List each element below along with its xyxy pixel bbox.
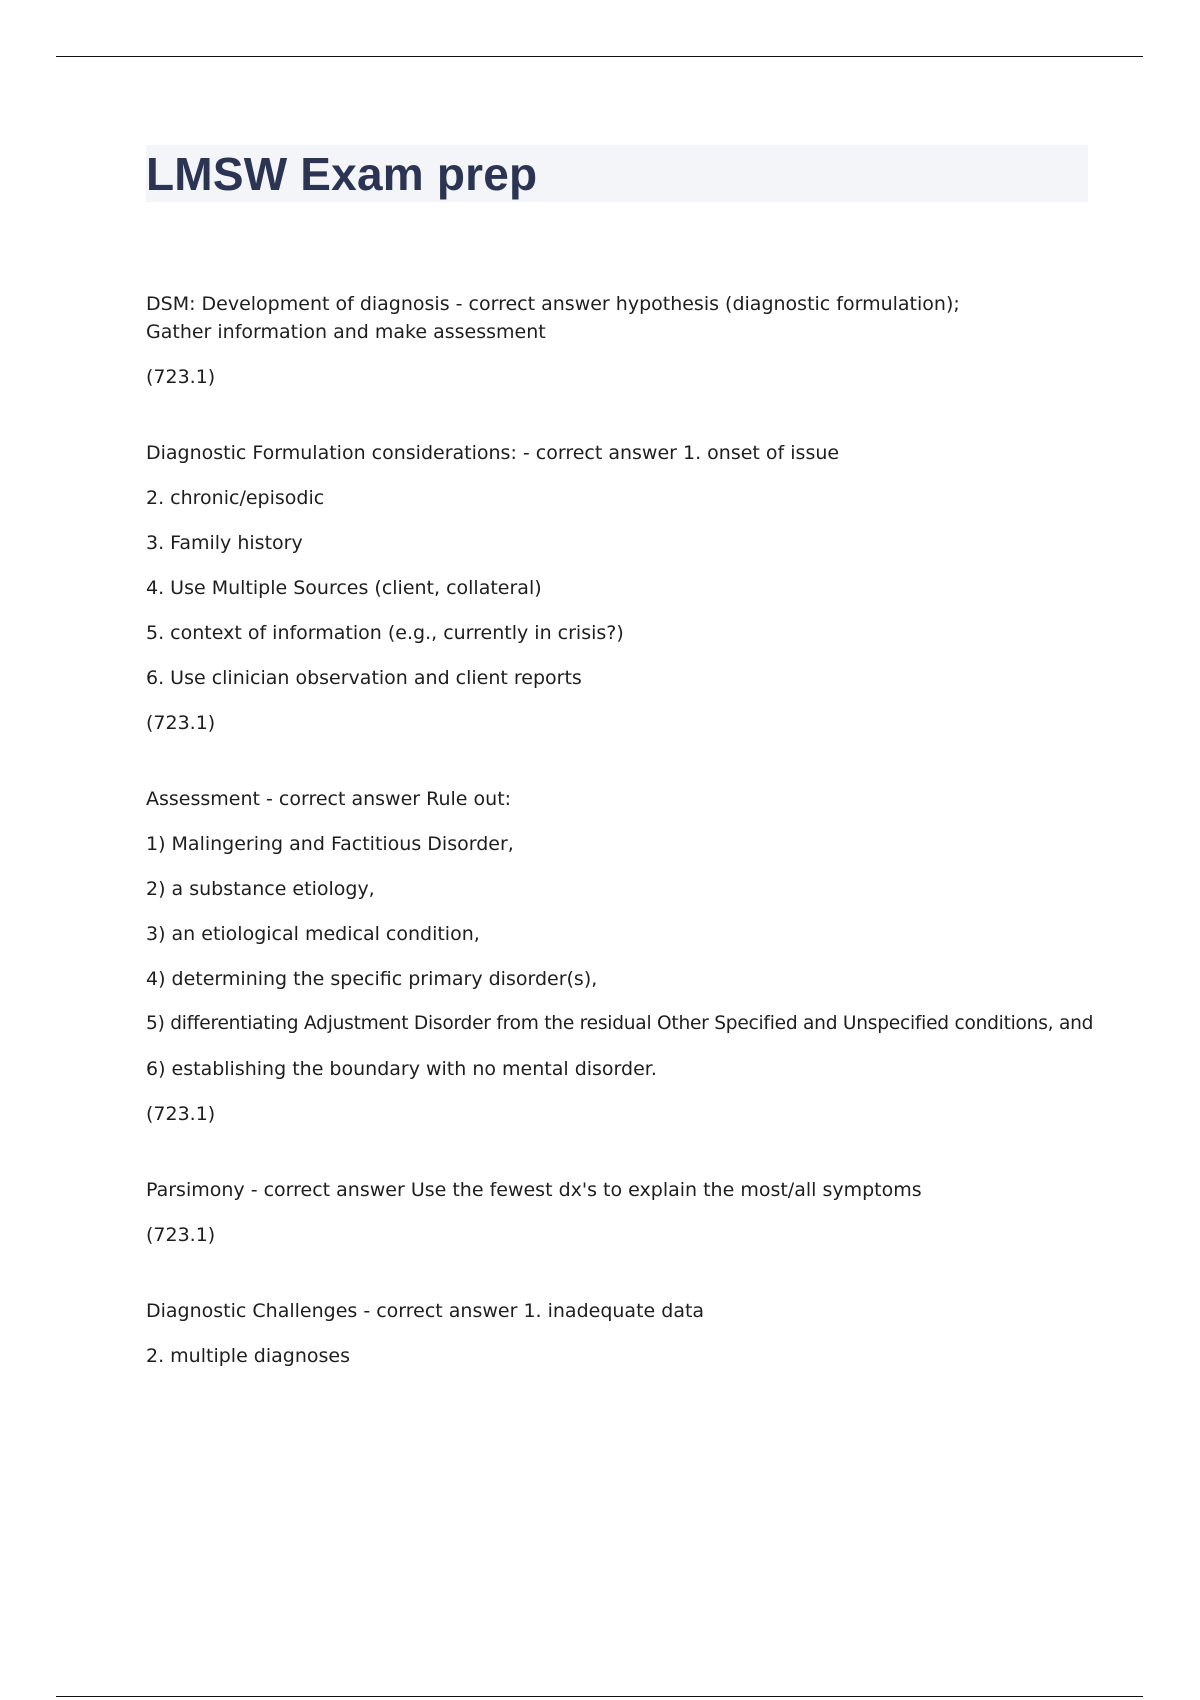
footer-rule [56, 1696, 1143, 1697]
list-item: 4. Use Multiple Sources (client, collateral) [146, 577, 542, 599]
list-item: 2. multiple diagnoses [146, 1345, 350, 1367]
qa-entry [146, 1297, 1096, 1370]
list-item: 6. Use clinician observation and client reports [146, 667, 582, 689]
entry-reference: (723.1) [146, 712, 216, 734]
entry-text: Diagnostic Formulation considerations: - correct answer 1. onset of issue [146, 442, 840, 464]
list-item: 1) Malingering and Factitious Disorder, [146, 833, 514, 855]
entry-text: Parsimony - correct answer Use the fewest dx's to explain the most/all symptoms [146, 1179, 922, 1201]
list-item: 4) determining the specific primary disorder(s), [146, 968, 598, 990]
qa-entry [146, 1176, 1096, 1249]
qa-entry [146, 290, 1096, 391]
header-rule [56, 56, 1143, 57]
document-body [146, 290, 1096, 1418]
list-item: 3) an etiological medical condition, [146, 923, 480, 945]
entry-reference: (723.1) [146, 1224, 216, 1246]
entry-text: Diagnostic Challenges - correct answer 1. inadequate data [146, 1300, 705, 1322]
entry-reference: (723.1) [146, 1103, 216, 1125]
qa-entry [146, 439, 1096, 737]
list-item: 5) differentiating Adjustment Disorder from the residual Other Specified and Unspecified conditions, and [146, 1013, 1094, 1034]
entry-reference: (723.1) [146, 366, 216, 388]
list-item: 3. Family history [146, 532, 303, 554]
list-item: 2. chronic/episodic [146, 487, 325, 509]
document-title: LMSW Exam prep [146, 148, 538, 200]
entry-text: Assessment - correct answer Rule out: [146, 788, 512, 810]
list-item: 5. context of information (e.g., currently in crisis?) [146, 622, 624, 644]
entry-text: DSM: Development of diagnosis - correct answer hypothesis (diagnostic formulation); Gather information and make assessment [146, 293, 960, 343]
list-item: 6) establishing the boundary with no mental disorder. [146, 1058, 657, 1080]
list-item: 2) a substance etiology, [146, 878, 375, 900]
qa-entry [146, 785, 1096, 1128]
